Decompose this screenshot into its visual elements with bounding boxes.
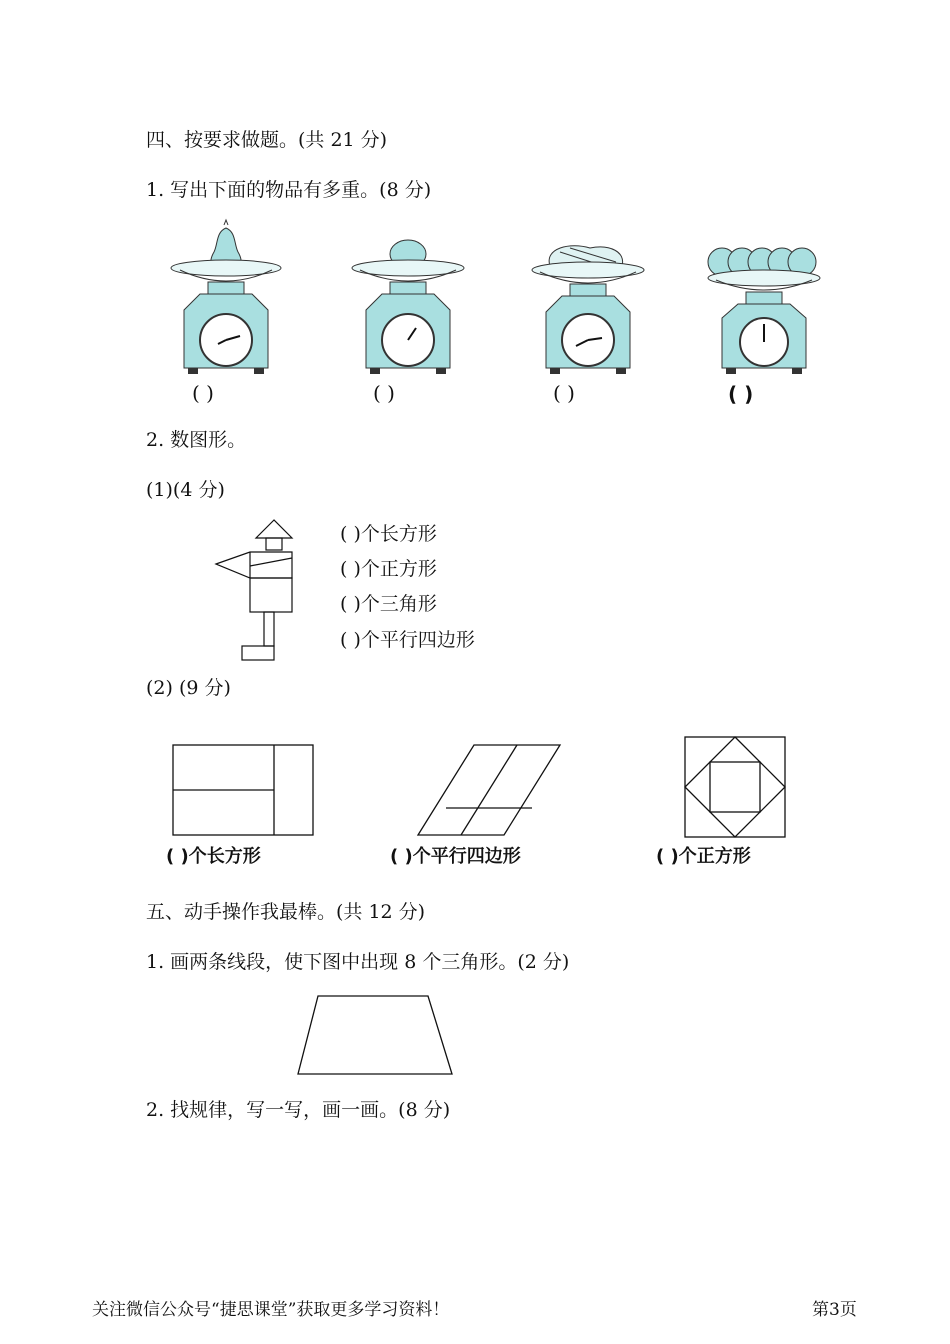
question-2-text: 2. 数图形。	[146, 429, 247, 451]
footer-promo: 关注微信公众号“捷思课堂”获取更多学习资料！	[92, 1300, 450, 1320]
section5-question-1-text: 1. 画两条线段，使下图中出现 8 个三角形。(2 分)	[146, 951, 570, 973]
count-triangles: ( )个三角形	[340, 593, 437, 615]
section5-question-2-text: 2. 找规律，写一写，画一画。(8 分)	[146, 1099, 451, 1121]
page-number: 第3页	[812, 1300, 857, 1320]
count-squares: ( )个正方形	[340, 558, 437, 580]
count-rectangles: ( )个长方形	[340, 523, 437, 545]
part1-label: (1)(4 分)	[146, 479, 225, 501]
figure-parallelograms	[416, 744, 562, 836]
figure-rectangles	[172, 744, 314, 836]
scale-egg	[350, 240, 470, 380]
part2-label: (2) (9 分)	[146, 677, 231, 699]
scale-cabbage	[530, 240, 650, 380]
scale-cabbage-illustration	[530, 240, 650, 380]
scale-apples-illustration	[706, 238, 826, 380]
count-parallelograms: ( )个平行四边形	[340, 629, 475, 651]
caption-parallelograms: ( )个平行四边形	[390, 846, 521, 867]
scale-apples	[706, 238, 826, 380]
scale-pear	[170, 220, 290, 380]
question-1-text: 1. 写出下面的物品有多重。(8 分)	[146, 179, 432, 201]
figure-robot	[210, 518, 320, 664]
scale-pear-illustration	[170, 220, 290, 380]
figure-trapezoid[interactable]	[296, 994, 454, 1076]
weight-blank-4[interactable]: ( )	[728, 382, 754, 406]
caption-squares: ( )个正方形	[656, 846, 751, 867]
weight-blank-3[interactable]: ( )	[553, 381, 575, 405]
caption-rectangles: ( )个长方形	[166, 846, 261, 867]
figure-squares	[684, 736, 786, 838]
weight-blank-2[interactable]: ( )	[373, 381, 395, 405]
scale-egg-illustration	[350, 240, 470, 380]
section5-title: 五、动手操作我最棒。(共 12 分)	[146, 901, 426, 923]
weight-blank-1[interactable]: ( )	[192, 381, 214, 405]
section4-title: 四、按要求做题。(共 21 分)	[146, 129, 388, 151]
